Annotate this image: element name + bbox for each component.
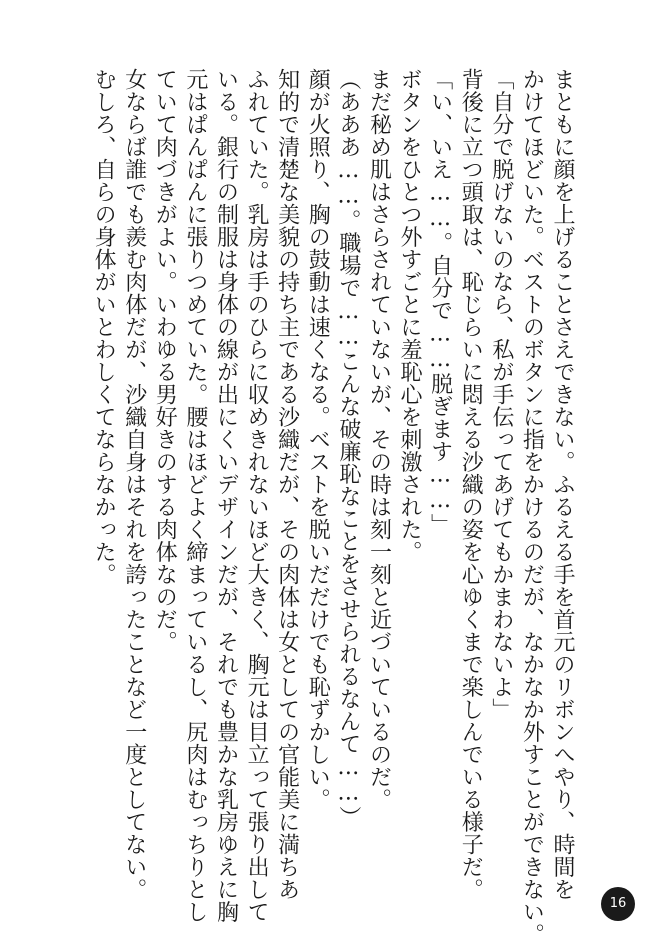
text-line: 知的で清楚な美貌の持ち主である沙織だが、その肉体は女としての官能美に満ちあ — [274, 68, 300, 901]
text-line: 背後に立つ頭取は、恥じらいに悶える沙織の姿を心ゆくまで楽しんでいる様子だ。 — [458, 68, 484, 901]
page-number-badge: 16 — [601, 887, 635, 921]
text-line: まだ秘め肌はさらされていないが、その時は刻一刻と近づいているのだ。 — [366, 68, 392, 811]
text-line: 「自分で脱げないのなら、私が手伝ってあげてもかまわないよ」 — [488, 68, 514, 721]
text-line: 「い、いえ……。自分で……脱ぎます……」 — [427, 68, 453, 536]
text-line: 顔が火照り、胸の鼓動は速くなる。ベストを脱いだだけでも恥ずかしい。 — [305, 68, 331, 811]
text-line: まともに顔を上げることさえできない。ふるえる手を首元のリボンへやり、時間を — [550, 68, 575, 901]
text-line: いる。銀行の制服は身体の線が出にくいデザインだが、それでも豊かな乳房ゆえに胸 — [213, 68, 239, 923]
text-line: むしろ、自らの身体がいとわしくてならなかった。 — [91, 68, 117, 586]
text-line: かけてほどいた。ベストのボタンに指をかけるのだが、なかなか外すことができない。 — [519, 68, 545, 946]
text-line: （あああ……。職場で……こんな破廉恥なことをさせられるなんて……） — [335, 68, 361, 829]
text-line: 女ならば誰でも羨む肉体だが、沙織自身はそれを誇ったことなど一度としてない。 — [121, 68, 147, 901]
text-line: ていて肉づきがよい。いわゆる男好きのする肉体なのだ。 — [152, 68, 178, 653]
text-line: ボタンをひとつ外すごとに羞恥心を刺激された。 — [397, 68, 423, 563]
text-line: 元はぱんぱんに張りつめていた。腰はほどよく締まっているし、尻肉はむっちりとし — [182, 68, 208, 923]
text-line: ふれていた。乳房は手のひらに収めきれないほど大きく、胸元は目立って張り出して — [244, 68, 270, 923]
vertical-text-body — [88, 68, 578, 946]
